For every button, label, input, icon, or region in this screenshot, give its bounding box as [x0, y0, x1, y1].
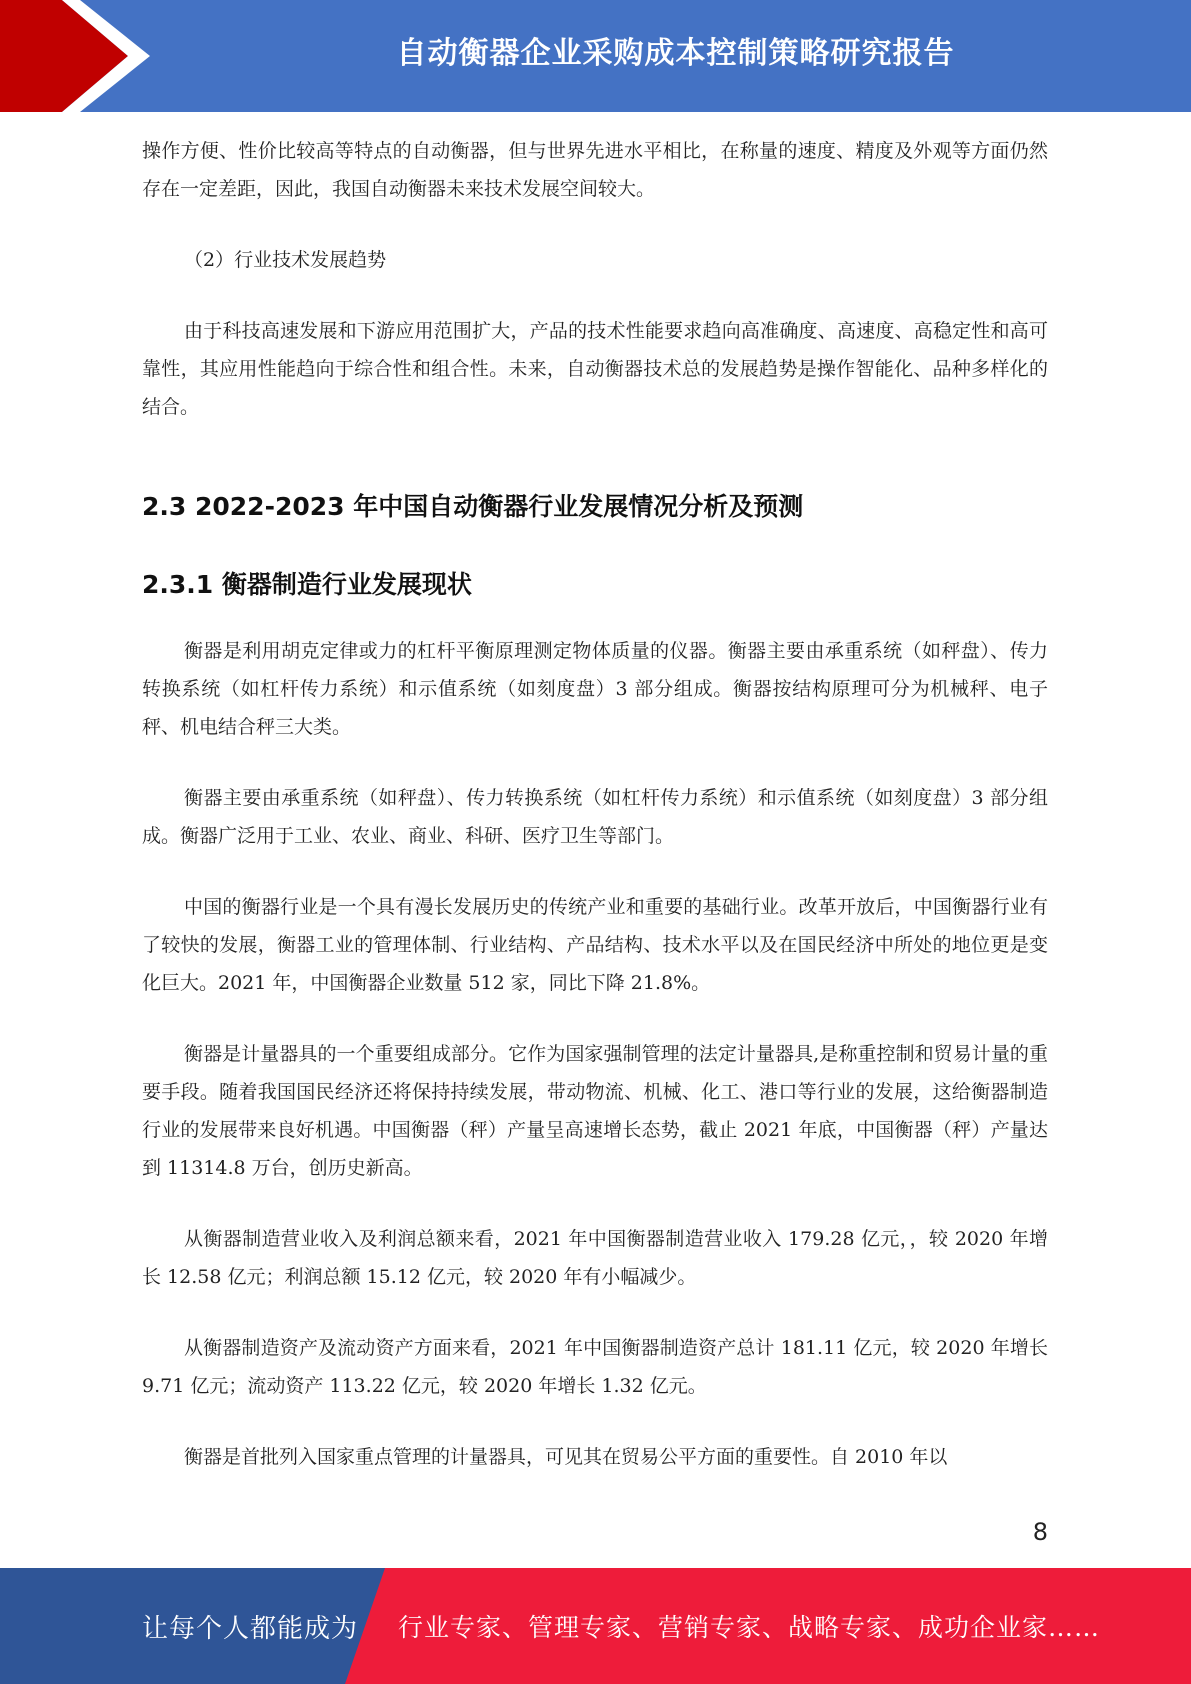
- body-paragraph: 从衡器制造资产及流动资产方面来看，2021 年中国衡器制造资产总计 181.11 亿元，较 2020 年增长 9.71 亿元；流动资产 113.22 亿元，较 2020 年增长 1.32 亿元。: [142, 1337, 1048, 1397]
- body-paragraph: 从衡器制造营业收入及利润总额来看，2021 年中国衡器制造营业收入 179.28 亿元，，较 2020 年增长 12.58 亿元；利润总额 15.12 亿元，较 2020 年有小幅减少。: [142, 1228, 1048, 1288]
- section-heading: 2.3 2022-2023 年中国自动衡器行业发展情况分析及预测: [142, 492, 804, 521]
- body-paragraph: 衡器是首批列入国家重点管理的计量器具，可见其在贸易公平方面的重要性。自 2010 年以: [184, 1446, 948, 1468]
- body-paragraph: 中国的衡器行业是一个具有漫长发展历史的传统产业和重要的基础行业。改革开放后，中国衡器行业有了较快的发展，衡器工业的管理体制、行业结构、产品结构、技术水平以及在国民经济中所处的地位更是变化巨大。2021 年，中国衡器企业数量 512 家，同比下降 21.8%。: [142, 896, 1048, 994]
- body-paragraph: 衡器是计量器具的一个重要组成部分。它作为国家强制管理的法定计量器具,是称重控制和贸易计量的重要手段。随着我国国民经济还将保持持续发展，带动物流、机械、化工、港口等行业的发展，这给衡器制造行业的发展带来良好机遇。中国衡器（秤）产量呈高速增长态势，截止 2021 年底，中国衡器（秤）产量达到 11314.8 万台，创历史新高。: [142, 1043, 1048, 1179]
- header-chevron-decoration: [0, 0, 160, 112]
- page-number: 8: [1032, 1518, 1048, 1546]
- subsection-heading: 2.3.1 衡器制造行业发展现状: [142, 570, 472, 599]
- body-paragraph: 衡器主要由承重系统（如秤盘）、传力转换系统（如杠杆传力系统）和示值系统（如刻度盘）3 部分组成。衡器广泛用于工业、农业、商业、科研、医疗卫生等部门。: [142, 787, 1048, 847]
- footer-slogan-right: 行业专家、管理专家、营销专家、战略专家、成功企业家……: [398, 1613, 1101, 1642]
- page-header: [0, 0, 1191, 112]
- body-paragraph: 由于科技高速发展和下游应用范围扩大，产品的技术性能要求趋向高准确度、高速度、高稳定性和高可靠性，其应用性能趋向于综合性和组合性。未来，自动衡器技术总的发展趋势是操作智能化、品种多样化的结合。: [142, 320, 1048, 418]
- body-paragraph: 操作方便、性价比较高等特点的自动衡器，但与世界先进水平相比，在称量的速度、精度及外观等方面仍然存在一定差距，因此，我国自动衡器未来技术发展空间较大。: [142, 140, 1048, 200]
- sub-heading: （2）行业技术发展趋势: [184, 249, 387, 271]
- footer-slogan-left: 让每个人都能成为: [142, 1613, 359, 1644]
- page-content: [142, 132, 1048, 1509]
- page-footer: [0, 1568, 1191, 1684]
- report-title: 自动衡器企业采购成本控制策略研究报告: [396, 36, 955, 71]
- body-paragraph: 衡器是利用胡克定律或力的杠杆平衡原理测定物体质量的仪器。衡器主要由承重系统（如秤盘）、传力转换系统（如杠杆传力系统）和示值系统（如刻度盘）3 部分组成。衡器按结构原理可分为机械秤、电子秤、机电结合秤三大类。: [142, 640, 1048, 738]
